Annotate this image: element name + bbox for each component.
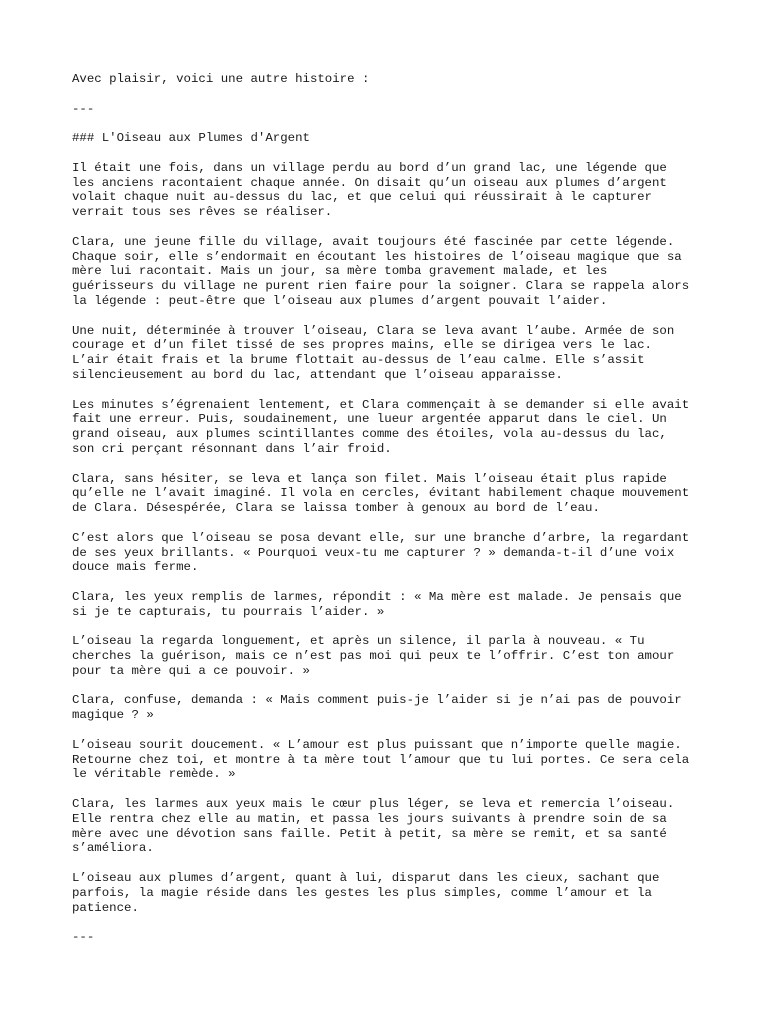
paragraph-line: verrait tous ses rêves se réaliser. <box>72 205 333 220</box>
paragraph-line: Clara, confuse, demanda : « Mais comment puis-je l’aider si je n’ai pas de pouvoir <box>72 693 682 708</box>
paragraph-line: Retourne chez toi, et montre à ta mère tout l’amour que tu lui portes. Ce sera cela <box>72 752 690 767</box>
paragraph-line: cherches la guérison, mais ce n’est pas moi qui peux te l’offrir. C’est ton amour <box>72 649 675 664</box>
paragraph-line: L’oiseau sourit doucement. « L’amour est plus puissant que n’importe quelle magie. <box>72 737 682 752</box>
separator-top: --- <box>72 101 95 116</box>
paragraph-line: L’oiseau la regarda longuement, et après un silence, il parla à nouveau. « Tu <box>72 634 645 649</box>
paragraph-line: Clara, sans hésiter, se leva et lança son filet. Mais l’oiseau était plus rapide <box>72 471 667 486</box>
paragraph-line: qu’elle ne l’avait imaginé. Il vola en cercles, évitant habilement chaque mouvement <box>72 486 690 501</box>
paragraph-line: parfois, la magie réside dans les gestes les plus simples, comme l’amour et la <box>72 885 652 900</box>
paragraph-line: le véritable remède. » <box>72 767 236 782</box>
paragraph-line: Clara, les yeux remplis de larmes, répondit : « Ma mère est malade. Je pensais que <box>72 589 682 604</box>
separator-bottom: --- <box>72 930 95 945</box>
paragraph-line: Clara, les larmes aux yeux mais le cœur plus léger, se leva et remercia l’oiseau. <box>72 797 675 812</box>
paragraph <box>72 634 712 678</box>
paragraph-line: Une nuit, déterminée à trouver l’oiseau, Clara se leva avant l’aube. Armée de son <box>72 323 675 338</box>
paragraph <box>72 398 712 457</box>
paragraph-line: L’air était frais et la brume flottait au-dessus de l’eau calme. Elle s’assit <box>72 353 645 368</box>
paragraph <box>72 531 712 575</box>
paragraph-line: patience. <box>72 900 139 915</box>
paragraph-line: Il était une fois, dans un village perdu au bord d’un grand lac, une légende que <box>72 160 667 175</box>
paragraph-line: guérisseurs du village ne purent rien faire pour la soigner. Clara se rappela alors <box>72 279 690 294</box>
paragraph-line: mère avec une dévotion sans faille. Petit à petit, sa mère se remit, et sa santé <box>72 826 667 841</box>
paragraph-line: C’est alors que l’oiseau se posa devant elle, sur une branche d’arbre, la regardant <box>72 530 690 545</box>
document-page <box>72 72 712 945</box>
paragraph <box>72 871 712 915</box>
story-body <box>72 161 712 916</box>
paragraph-line: son cri perçant résonnant dans l’air froid. <box>72 441 392 456</box>
paragraph-line: la légende : peut-être que l’oiseau aux plumes d’argent pouvait l’aider. <box>72 293 608 308</box>
paragraph-line: magique ? » <box>72 708 154 723</box>
paragraph-line: si je te capturais, tu pourrais l’aider. » <box>72 604 385 619</box>
paragraph-line: volait chaque nuit au-dessus du lac, et que celui qui réussirait à le capturer <box>72 190 652 205</box>
paragraph-line: pour ta mère qui a ce pouvoir. » <box>72 663 310 678</box>
paragraph <box>72 797 712 856</box>
paragraph <box>72 738 712 782</box>
paragraph-line: douce mais ferme. <box>72 560 199 575</box>
story-heading: ### L'Oiseau aux Plumes d'Argent <box>72 131 310 146</box>
paragraph-line: Les minutes s’égrenaient lentement, et Clara commençait à se demander si elle avait <box>72 397 690 412</box>
paragraph-line: courage et d’un filet tissé de ses propres mains, elle se dirigea vers le lac. <box>72 338 652 353</box>
paragraph <box>72 472 712 516</box>
paragraph-line: Elle rentra chez elle au matin, et passa les jours suivants à prendre soin de sa <box>72 811 667 826</box>
paragraph-line: Clara, une jeune fille du village, avait toujours été fascinée par cette légende. <box>72 234 675 249</box>
paragraph <box>72 235 712 309</box>
paragraph <box>72 590 712 620</box>
paragraph <box>72 324 712 383</box>
paragraph-line: les anciens racontaient chaque année. On disait qu’un oiseau aux plumes d’argent <box>72 175 667 190</box>
paragraph <box>72 693 712 723</box>
intro-text: Avec plaisir, voici une autre histoire : <box>72 72 370 86</box>
paragraph-line: Chaque soir, elle s’endormait en écoutant les histoires de l’oiseau magique que sa <box>72 249 682 264</box>
paragraph-line: de Clara. Désespérée, Clara se laissa tomber à genoux au bord de l’eau. <box>72 501 600 516</box>
paragraph-line: grand oiseau, aux plumes scintillantes comme des étoiles, vola au-dessus du lac, <box>72 427 667 442</box>
paragraph-line: mère lui racontait. Mais un jour, sa mère tomba gravement malade, et les <box>72 264 608 279</box>
paragraph-line: fait une erreur. Puis, soudainement, une lueur argentée apparut dans le ciel. Un <box>72 412 667 427</box>
paragraph <box>72 161 712 220</box>
paragraph-line: silencieusement au bord du lac, attendant que l’oiseau apparaisse. <box>72 367 563 382</box>
paragraph-line: s’améliora. <box>72 841 154 856</box>
paragraph-line: L’oiseau aux plumes d’argent, quant à lui, disparut dans les cieux, sachant que <box>72 871 660 886</box>
paragraph-line: de ses yeux brillants. « Pourquoi veux-tu me capturer ? » demanda-t-il d’une voix <box>72 545 675 560</box>
